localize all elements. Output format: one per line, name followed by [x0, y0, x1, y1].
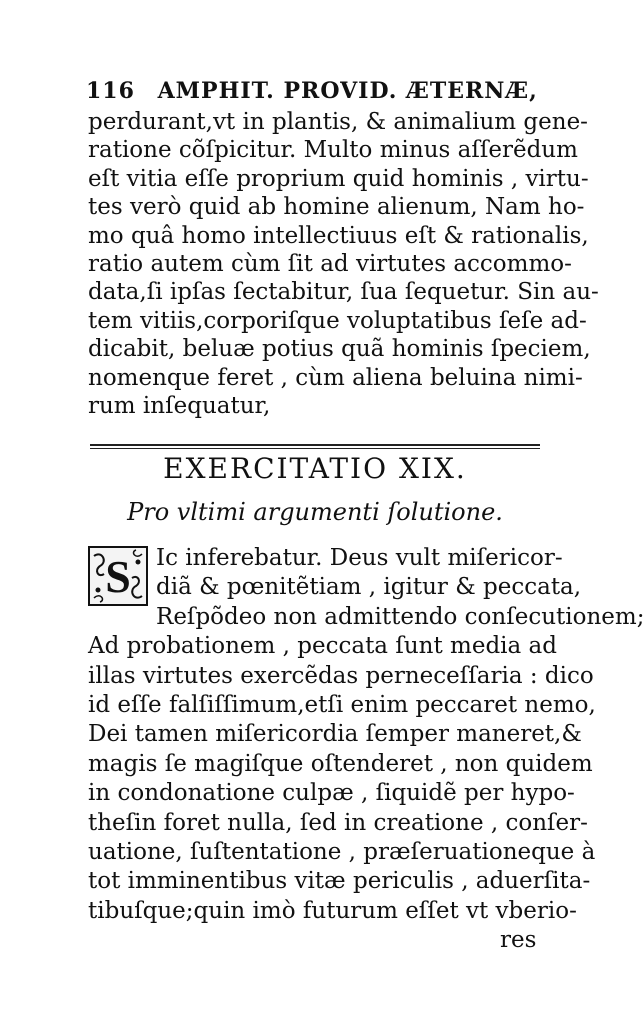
text-line: Ic inferebatur. Deus vult miſericor-	[156, 545, 563, 571]
text-line: rum inſequatur,	[88, 393, 271, 420]
text-line: eſt vitia eſſe proprium quid hominis , virtu-	[88, 165, 589, 192]
body-text	[88, 108, 599, 420]
text-line: theſin foret nulla, ſed in creatione , conſer-	[88, 809, 588, 836]
text-line: Ad probationem , peccata ſunt media ad	[88, 633, 557, 660]
text-line: id eſſe falſiſſimum,etſi enim peccaret nemo,	[88, 692, 596, 719]
ornamental-initial-icon	[88, 546, 148, 606]
section-text	[88, 544, 644, 926]
text-line: tem vitiis,corporiſque voluptatibus ſeſe ad-	[88, 307, 587, 334]
text-line: Reſpõdeo non admittendo conſecutionem;	[156, 603, 644, 630]
text-line: data,ſi ipſas ſectabitur, ſua ſequetur. Sin au-	[88, 279, 599, 306]
section-heading: EXERCITATIO XIX.	[163, 452, 467, 485]
text-line: nomenque feret , cùm aliena beluina nimi-	[88, 364, 583, 391]
text-line: ratione cõſpicitur. Multo minus aſſerẽdum	[88, 137, 578, 164]
text-line: tibuſque;quin imò futurum eſſet vt vberio-	[88, 897, 577, 924]
text-line: mo quâ homo intellectiuus eſt & rationalis,	[88, 222, 589, 249]
text-line: Dei tamen miſericordia ſemper maneret,&	[88, 721, 582, 748]
catchword: res	[500, 927, 537, 953]
text-line: diã & pœnitẽtiam , igitur & peccata,	[156, 574, 582, 601]
ornamental-initial	[88, 546, 148, 606]
page-number: 116	[86, 78, 135, 104]
text-line: illas virtutes exercẽdas perneceſſaria : dico	[88, 662, 594, 689]
svg-text:S: S	[105, 551, 131, 602]
section-rule-thin	[90, 448, 540, 449]
running-head	[86, 78, 546, 104]
text-line: in condonatione culpæ , ſiquidẽ per hypo-	[88, 780, 575, 807]
text-line: tot imminentibus vitæ periculis , aduerſita-	[88, 868, 591, 895]
text-line: uatione, ſuſtentatione , præſeruationeque à	[88, 839, 596, 866]
section-subheading: Pro vltimi argumenti ſolutione.	[127, 498, 503, 526]
text-line: ratio autem cùm ſit ad virtutes accommo-	[88, 251, 572, 278]
text-line: perdurant,vt in plantis, & animalium gene-	[88, 109, 588, 135]
text-line: tes verò quid ab homine alienum, Nam ho-	[88, 194, 585, 221]
section-rule	[90, 444, 540, 446]
text-line: magis ſe magiſque oſtenderet , non quidem	[88, 750, 593, 777]
running-title: AMPHIT. PROVID. ÆTERNÆ,	[157, 78, 538, 104]
text-line: dicabit, beluæ potius quã hominis ſpeciem,	[88, 336, 591, 363]
